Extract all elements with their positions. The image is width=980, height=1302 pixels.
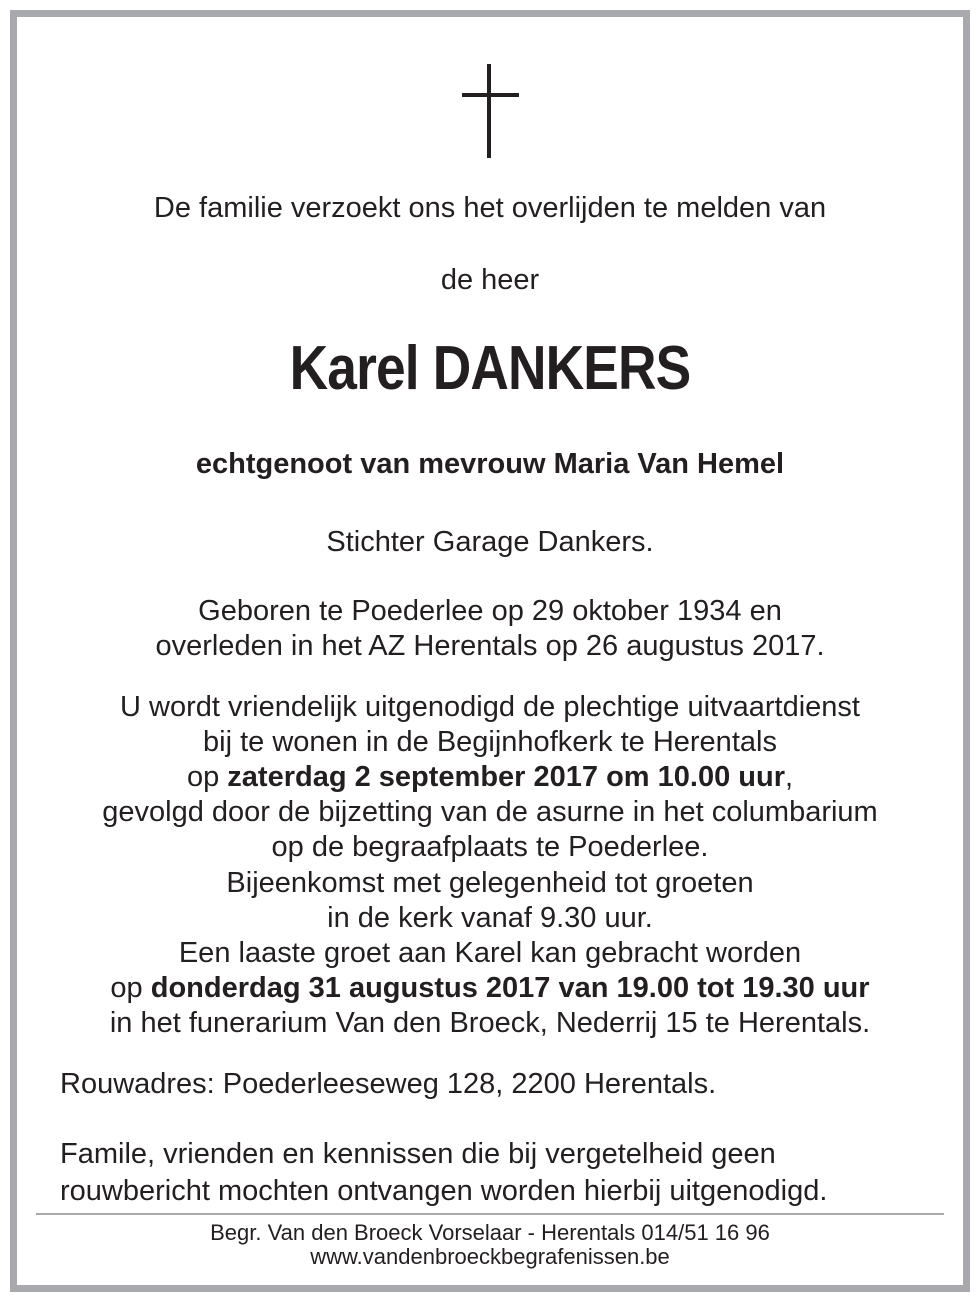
service-date-prefix: op: [186, 761, 228, 793]
service-line-2: bij te wonen in de Begijnhofkerk te Herentals: [203, 726, 777, 758]
service-line-6: Bijeenkomst met gelegenheid tot groeten: [226, 867, 754, 899]
visitation-prefix: op: [110, 972, 151, 1004]
closing-line-2: rouwbericht mochten ontvangen worden hierbij uitgenodigd.: [60, 1175, 828, 1207]
spouse-text: echtgenoot van mevrouw Maria Van Hemel: [195, 448, 785, 480]
funeral-home-website: www.vandenbroeckbegrafenissen.be: [310, 1244, 670, 1269]
service-line-5: op de begraafplaats te Poederlee.: [271, 831, 709, 863]
visitation-time: donderdag 31 augustus 2017 van 19.00 tot 19.30 uur: [150, 972, 870, 1004]
service-date-line: [0, 760, 980, 794]
service-line-7: in de kerk vanaf 9.30 uur.: [327, 902, 653, 934]
visitation-line: [0, 971, 980, 1005]
service-line-4: gevolgd door de bijzetting van de asurne in het columbarium: [102, 796, 878, 828]
occupation-text: Stichter Garage Dankers.: [326, 526, 654, 558]
death-text: overleden in het AZ Herentals op 26 augustus 2017.: [155, 630, 825, 662]
cross-icon: [0, 0, 980, 170]
deceased-name: Karel DANKERS: [289, 334, 691, 403]
birth-text: Geboren te Poederlee op 29 oktober 1934 en: [198, 595, 782, 627]
footer-divider: [36, 1213, 944, 1215]
service-line-10: in het funerarium Van den Broeck, Nederrij 15 te Herentals.: [109, 1007, 871, 1039]
title-text: de heer: [440, 264, 540, 296]
service-date: zaterdag 2 september 2017 om 10.00 uur: [227, 761, 785, 793]
service-date-suffix: ,: [784, 761, 794, 793]
service-line-8: Een laaste groet aan Karel kan gebracht worden: [178, 937, 802, 969]
intro-text: De familie verzoekt ons het overlijden te melden van: [153, 192, 827, 224]
service-line-1: U wordt vriendelijk uitgenodigd de plechtige uitvaartdienst: [120, 691, 860, 723]
closing-line-1: Famile, vrienden en kennissen die bij vergetelheid geen: [60, 1138, 776, 1170]
mourning-address: Rouwadres: Poederleeseweg 128, 2200 Herentals.: [60, 1068, 717, 1100]
funeral-home-info: Begr. Van den Broeck Vorselaar - Herentals 014/51 16 96: [210, 1220, 770, 1245]
